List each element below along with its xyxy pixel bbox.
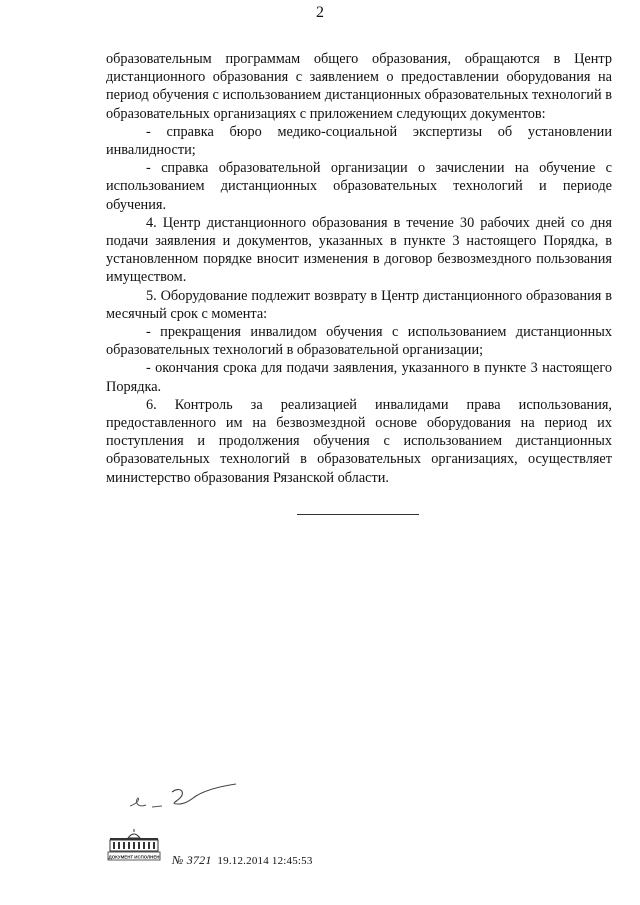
- list-item-deadline: - окончания срока для подачи заявления, указанного в пункте 3 настоящего Порядка.: [106, 360, 612, 395]
- registration-number: № 3721: [172, 853, 212, 867]
- signature-scribble: [126, 778, 238, 816]
- list-item-termination: - прекращения инвалидом обучения с использованием дистанционных образовательных технологий в образовательной организации;: [106, 324, 612, 359]
- registration-stamp-logo: [106, 828, 162, 862]
- end-separator-line: [297, 514, 419, 515]
- document-body: [106, 50, 612, 487]
- page-number: 2: [316, 4, 324, 21]
- registration-footer: [172, 853, 313, 868]
- stamp-caption: ДОКУМЕНТ ИСПОЛНЕН: [108, 854, 160, 860]
- clause-4: 4. Центр дистанционного образования в течение 30 рабочих дней со дня подачи заявления и документов, указанных в пункте 3 настоящего Порядка, в установленном порядке вносит изменения в договор безвозмездного пользования имуществом.: [106, 214, 612, 286]
- clause-6: 6. Контроль за реализацией инвалидами права использования, предоставленного им на безвозмездной основе оборудования на период их поступления и продолжения обучения с использованием дистанционных образовательных технологий в образовательных организациях, осуществляет министерство образования Рязанской области.: [106, 396, 612, 486]
- list-item-mse-certificate: - справка бюро медико-социальной экспертизы об установлении инвалидности;: [106, 123, 612, 159]
- clause-5: 5. Оборудование подлежит возврату в Центр дистанционного образования в месячный срок с момента:: [106, 287, 612, 322]
- registration-datetime: 19.12.2014 12:45:53: [217, 855, 313, 867]
- list-item-enrollment-certificate: - справка образовательной организации о зачислении на обучение с использованием дистанционных образовательных технологий и периоде обучения.: [106, 160, 612, 213]
- paragraph-continuation: образовательным программам общего образования, обращаются в Центр дистанционного образования с заявлением о предоставлении оборудования на период обучения с использованием дистанционных образовательных технологий в образовательных организациях с приложением следующих документов:: [106, 51, 612, 122]
